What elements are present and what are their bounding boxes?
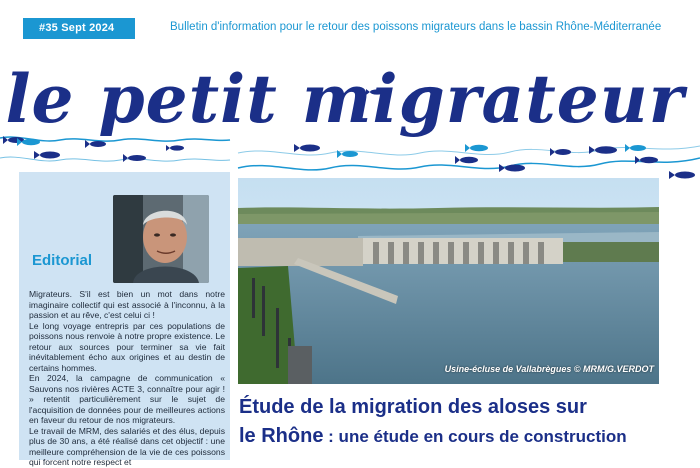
editorial-paragraph: Le travail de MRM, des salariés et des élus, depuis plus de 30 ans, a été réalisé dans cet objectif : une meilleure compréhension de la vie de ces poissons qui forcent notre respect et <box>29 425 225 467</box>
masthead <box>0 40 700 180</box>
editorial-paragraph: En 2024, la campagne de communication « Sauvons nos rivières ACTE 3, connaître pour agir ! » retentit particulièrement sur le sujet de l'acquisition de données pour de meilleures actions en faveur du retour de nos migrateurs. <box>29 373 225 425</box>
article-title-line1: Étude de la migration des aloses sur <box>239 396 587 418</box>
fish-icon <box>635 156 658 164</box>
editorial-paragraph: Le long voyage entrepris par ces populations de poissons nous renvoie à notre propre existence. Le retour aux sources pour terminer sa vie fait inévitablement écho aux origines et au destin de certains hommes. <box>29 320 225 373</box>
fish-icon <box>625 144 646 152</box>
fish-icon <box>499 164 525 172</box>
editorial-paragraph: Migrateurs. S'il est bien un mot dans notre imaginaire collectif qui est associé à l'inconnu, à la passion et au rêve, c'est celui ci ! <box>29 289 225 320</box>
issue-badge: #35 Sept 2024 <box>23 18 135 39</box>
editorial-text <box>29 289 225 468</box>
article-title <box>239 393 679 451</box>
fish-icon <box>589 146 617 154</box>
fish-icon <box>123 154 146 162</box>
fish-icon <box>465 144 488 152</box>
fish-icon <box>669 171 695 179</box>
masthead-graphic <box>0 40 700 180</box>
fish-icon <box>34 151 60 159</box>
article-title-line2 <box>239 422 679 451</box>
fish-icon <box>455 156 478 164</box>
fish-icon <box>550 148 571 156</box>
article-title-line2-rest: : une étude en cours de construction <box>323 427 627 446</box>
fish-icon <box>294 144 320 152</box>
dam-photo <box>238 178 659 384</box>
editorial-heading: Editorial <box>32 252 93 269</box>
fish-icon <box>166 145 184 151</box>
article-title-line2-bold: le Rhône <box>239 425 324 447</box>
author-portrait <box>113 195 209 283</box>
masthead-title: le petit migrateur <box>5 60 685 138</box>
tagline: Bulletin d'information pour le retour des poissons migrateurs dans le bassin Rhône-Méditerranée <box>170 21 662 33</box>
photo-caption: Usine-écluse de Vallabrègues © MRM/G.VERDOT <box>444 364 654 374</box>
